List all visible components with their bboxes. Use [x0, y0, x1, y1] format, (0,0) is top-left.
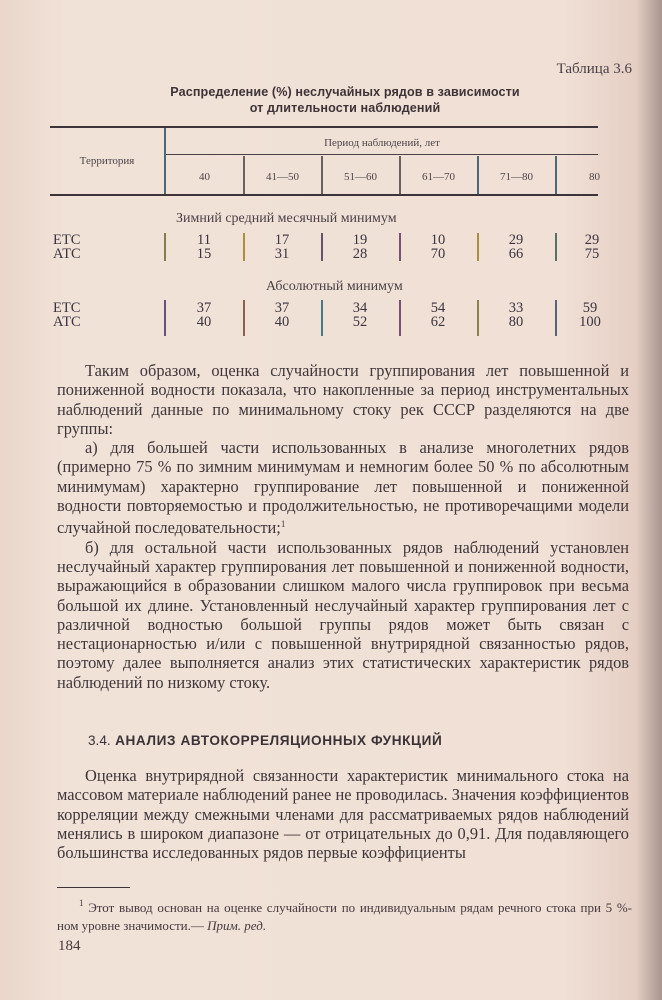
table-title-line-1: Распределение (%) неслучайных рядов в зависимости: [170, 85, 520, 99]
table-cell: 75: [584, 246, 600, 262]
table-cell: 17: [274, 232, 290, 248]
table-cell: 11: [197, 232, 211, 248]
group-title-winter-minimum: Зимний средний месячный минимум: [176, 211, 397, 226]
row-separator: [164, 233, 166, 261]
footnote-text: Этот вывод основан на оценке случайности по индивидуальным рядам речного стока при 5 %-ном уровне значимости.—: [57, 900, 632, 933]
table-cell: 40: [274, 314, 290, 330]
table-cell: 28: [352, 246, 368, 262]
table-cell: 66: [508, 246, 524, 262]
paragraph-conclusion: Таким образом, оценка случайности группирования лет повышенной и пониженной водности показала, что накопленные за период инструментальных наблюдений данные по минимальному стоку рек СССР разделяются на две группы:: [57, 361, 629, 438]
body-text: [57, 361, 629, 692]
section-heading: [88, 733, 442, 748]
table-cell: 70: [430, 246, 446, 262]
footnote-mark: 1: [280, 519, 286, 530]
group-title-absolute-minimum: Абсолютный минимум: [266, 279, 403, 294]
row-label-ats: АТС: [53, 246, 81, 262]
page-number: 184: [58, 938, 81, 954]
table-cell: 29: [584, 232, 600, 248]
column-header-period-4: 71—80: [500, 171, 533, 183]
table-top-rule: [50, 126, 598, 128]
footnote-rule: [57, 887, 130, 888]
row-separator: [399, 233, 401, 261]
table-cell: 54: [430, 300, 446, 316]
editor-note: Прим. ред.: [207, 918, 267, 933]
table-cell: 29: [508, 232, 524, 248]
row-separator: [477, 233, 479, 261]
table-title-line-2: от длительности наблюдений: [249, 101, 441, 115]
row-separator: [243, 233, 245, 261]
table-cell: 10: [430, 232, 446, 248]
row-separator: [321, 300, 323, 336]
row-separator: [321, 233, 323, 261]
row-label-ats: АТС: [53, 314, 81, 330]
paragraph-group-b: б) для остальной части использованных рядов наблюдений установлен неслучайный характер группирования лет повышенной и пониженной водности, выражающийся в образовании слишком малого числа группировок при весьма большой их длине. Установленный неслучайный характер группирования лет с различной водностью большой группы рядов может быть связан с нестационарностью и/или с повышенной внутрирядной связанностью рядов, поэтому далее выполняется анализ этих статистических характеристик рядов наблюдений по низкому стоку.: [57, 537, 629, 692]
table-cell: 80: [508, 314, 524, 330]
paragraph-group-a: [57, 438, 629, 537]
table-cell: 40: [196, 314, 212, 330]
column-header-period-0: 40: [199, 171, 210, 183]
paragraph-autocorrelation: Оценка внутрирядной связанности характеристик минимального стока на массовом материале наблюдений ранее не проводилась. Значения коэффициентов корреляции между смежными членами для рассматриваемых рядов наблюдений менялись в широком диапазоне — от отрицательных до 0,91. Для подавляющего большинства исследованных рядов первые коэффициенты: [57, 766, 629, 863]
table-cell: 37: [274, 300, 290, 316]
row-separator: [399, 300, 401, 336]
row-label-ets: ЕТС: [53, 232, 81, 248]
table-cell: 37: [196, 300, 212, 316]
column-header-territory: Территория: [79, 155, 135, 167]
column-header-period-5: 80: [589, 171, 600, 183]
table-header-divider: [165, 154, 598, 155]
table-title: [100, 84, 590, 116]
row-separator: [477, 300, 479, 336]
section-body-text: [57, 766, 629, 862]
table-cell: 52: [352, 314, 368, 330]
section-title: АНАЛИЗ АВТОКОРРЕЛЯЦИОННЫХ ФУНКЦИЙ: [115, 733, 443, 748]
column-header-period-2: 51—60: [344, 171, 377, 183]
table-cell: 34: [352, 300, 368, 316]
row-label-ets: ЕТС: [53, 300, 81, 316]
column-header-period: Период наблюдений, лет: [324, 137, 440, 149]
column-header-period-1: 41—50: [266, 171, 299, 183]
table-cell: 15: [196, 246, 212, 262]
row-separator: [555, 300, 557, 336]
row-separator: [164, 300, 166, 336]
table-cell: 19: [352, 232, 368, 248]
footnote-number: 1: [79, 898, 84, 908]
footnote: [57, 894, 632, 935]
table-cell: 62: [430, 314, 446, 330]
column-header-period-3: 61—70: [422, 171, 455, 183]
table-cell: 100: [579, 314, 601, 330]
paragraph-group-a-text: а) для большей части использованных в анализе многолетних рядов (примерно 75 % по зимним минимумам и немногим более 50 % по абсолютным минимумам) характерно группирование лет повышенной и пониженной водности повторяемостью и продолжительностью, не противоречащими модели случайной последовательности;: [57, 438, 629, 538]
table-cell: 33: [508, 300, 524, 316]
table-cell: 31: [274, 246, 290, 262]
table-label: Таблица 3.6: [556, 61, 632, 77]
row-separator: [555, 233, 557, 261]
table-cell: 59: [582, 300, 598, 316]
row-separator: [243, 300, 245, 336]
table-header-bottom-rule: [50, 194, 598, 196]
section-number: 3.4.: [88, 733, 111, 748]
